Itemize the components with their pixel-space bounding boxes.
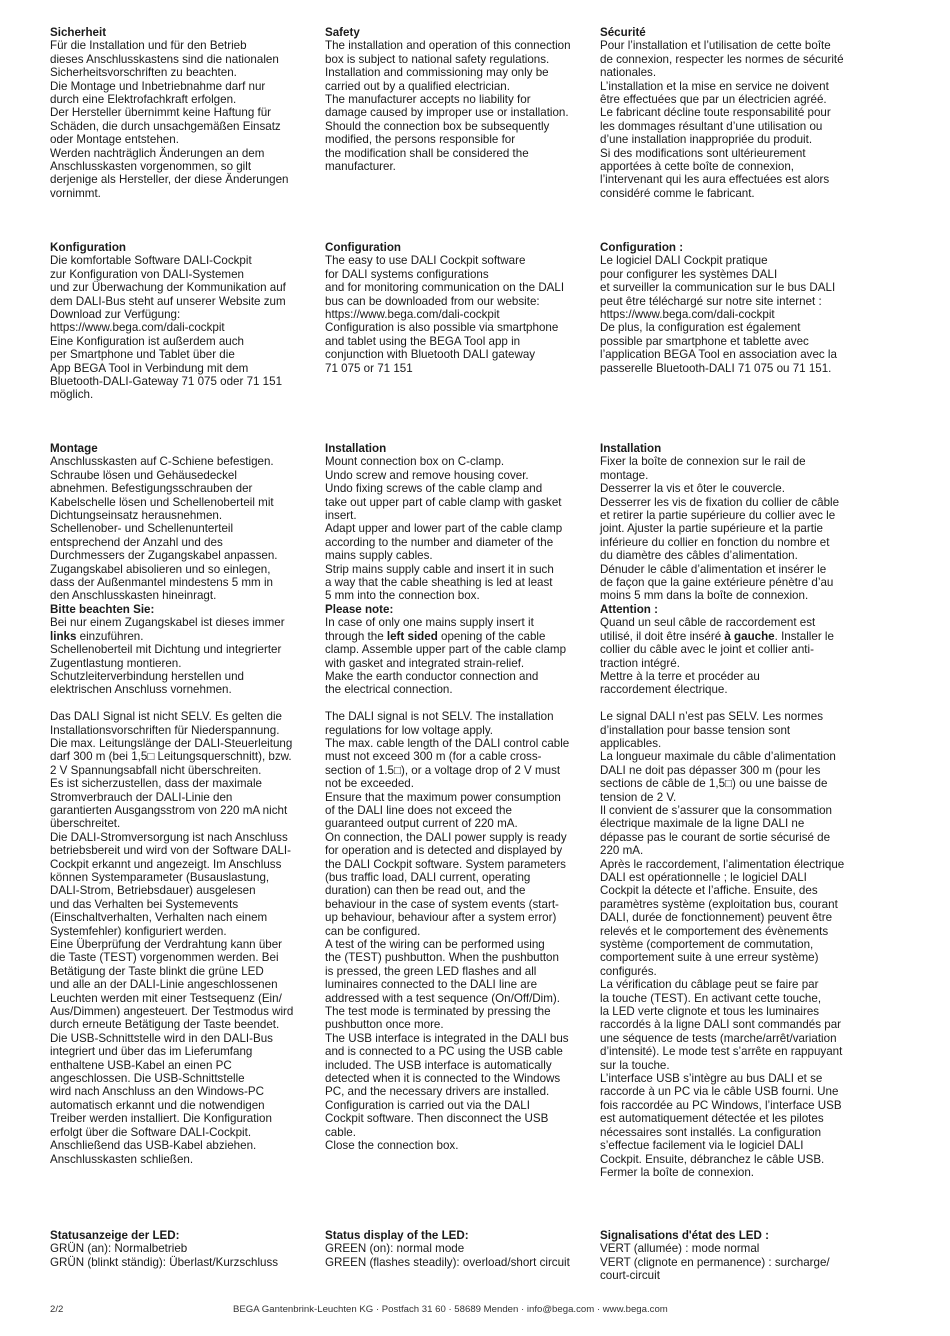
text-line: darf 300 m (bei 1,5□ Leitungsquerschnitt), bzw. xyxy=(50,750,292,764)
text-line: tension de 2 V. xyxy=(600,790,677,804)
safety-section-de xyxy=(50,26,312,200)
section-heading: Sécurité xyxy=(600,26,646,39)
config-section-de xyxy=(50,241,312,402)
text-line: Anschlusskasten vorgenommen, so gilt xyxy=(50,160,252,174)
text-line: VERT (allumée) : mode normal xyxy=(600,1242,760,1256)
text-line: inférieure du collier en fonction du nombre et xyxy=(600,535,830,549)
safety-section-en xyxy=(325,26,587,173)
text-line: L’installation et la mise en service ne doivent xyxy=(600,79,829,93)
emphasis: left sided xyxy=(386,629,438,643)
text-line: Schellenoberteil mit Dichtung und integrierter xyxy=(50,643,282,657)
text-line: dieses Anschlusskastens sind die nationalen xyxy=(50,52,279,66)
text-line: relevés et le comportement des évènements xyxy=(600,924,829,938)
dali-cockpit-url: https://www.bega.com/dali-cockpit xyxy=(600,308,775,322)
text-line: is pressed, the green LED flashes and all xyxy=(325,964,537,978)
safety-text-de xyxy=(50,39,312,200)
text-line: not be exceeded. xyxy=(325,777,414,791)
text-line: take out upper part of cable clamp with gasket xyxy=(325,495,562,509)
emphasis: à gauche xyxy=(724,629,775,643)
text-line: Installation and commissioning may only be xyxy=(325,66,549,80)
text-line: Undo screw and remove housing cover. xyxy=(325,468,529,482)
text-line: In case of only one mains supply insert it xyxy=(325,616,534,630)
dali-cockpit-url: https://www.bega.com/dali-cockpit xyxy=(325,308,500,322)
text-line: Undo fixing screws of the cable clamp and xyxy=(325,482,543,496)
text-line: Close the connection box. xyxy=(325,1139,459,1153)
text-line: Für die Installation und für den Betrieb xyxy=(50,39,247,53)
text-line: raccorde à un PC via le câble USB fourni. Une xyxy=(600,1085,839,1099)
text-line: abnehmen. Befestigungsschrauben der xyxy=(50,482,253,496)
text-line: The installation and operation of this connection xyxy=(325,39,571,53)
text-line: pushbutton once more. xyxy=(325,1018,444,1032)
text-line: of the DALI line does not exceed the xyxy=(325,803,512,817)
text-line: included. The USB interface is automatically xyxy=(325,1058,552,1072)
text-line: 220 mA. xyxy=(600,844,644,858)
text-line: according to the number and diameter of the xyxy=(325,535,554,549)
text-line: d’une installation inappropriée du produit. xyxy=(600,133,813,147)
text-line: box is subject to national safety regulations. xyxy=(325,52,550,66)
text-line: Schutzleiterverbindung herstellen und xyxy=(50,669,244,683)
text-line: configurés. xyxy=(600,964,657,978)
text-line: les dommages résultant d’une utilisation ou xyxy=(600,119,823,133)
text-line: fois raccordée au PC Windows, l’interface USB xyxy=(600,1098,842,1112)
led-section-en xyxy=(325,1229,587,1269)
text-line xyxy=(600,630,862,643)
text-line: den Anschlusskasten hineinragt. xyxy=(50,589,217,603)
text-line: Es ist sicherzustellen, dass der maximale xyxy=(50,777,262,791)
text-line: addressed with a test sequence (On/Off/Dim). xyxy=(325,991,560,1005)
text-line: Betätigung der Taste blinkt die grüne LED xyxy=(50,964,264,978)
text-line: and for monitoring communication on the DALI xyxy=(325,281,565,295)
text-line: durch eine Elektrofachkraft erfolgen. xyxy=(50,93,237,107)
text-line: möglich. xyxy=(50,388,94,402)
text-line: können Systemparameter (Busauslastung, xyxy=(50,870,270,884)
text-line: elektrischen Anschluss vornehmen. xyxy=(50,683,232,697)
text-line: behaviour in the case of system events (start- xyxy=(325,897,559,911)
text-line: sur la touche. xyxy=(600,1058,670,1072)
text-line: Kabelschelle lösen und Schellenoberteil mit xyxy=(50,495,274,509)
text-line: du diamètre des câbles d’alimentation. xyxy=(600,549,798,563)
text-line: The DALI signal is not SELV. The installation xyxy=(325,710,554,724)
text-line: angeschlossen. Die USB-Schnittstelle xyxy=(50,1072,245,1086)
text-line: Aus/Dimmen) angesteuert. Der Testmodus wird xyxy=(50,1005,294,1019)
text-line: Make the earth conductor connection and xyxy=(325,669,539,683)
text-line: Dichtungseinsatz herausnehmen. xyxy=(50,509,223,523)
text-line: The test mode is terminated by pressing the xyxy=(325,1005,551,1019)
text-line: enthaltene USB-Kabel an einen PC xyxy=(50,1058,232,1072)
text-line: the DALI Cockpit software. System parameters xyxy=(325,857,566,871)
text-line: clamp. Assemble upper part of the cable clamp xyxy=(325,643,567,657)
text-line: 2 V Spannungsabfall nicht überschreiten. xyxy=(50,763,262,777)
section-heading: Konfiguration xyxy=(50,241,126,254)
text-line: sections de câble de 1,5□) ou une baisse de xyxy=(600,777,828,791)
text-fragment: einzuführen. xyxy=(76,629,144,643)
text-line: Desserrer la vis et ôter le couvercle. xyxy=(600,482,785,496)
text-line: Treiber werden installiert. Die Konfiguration xyxy=(50,1112,272,1126)
text-line: mains supply cables. xyxy=(325,549,433,563)
text-line: conjunction with Bluetooth DALI gateway xyxy=(325,348,536,362)
text-line: et surveiller la communication sur le bus DALI xyxy=(600,281,836,295)
text-line: GREEN (flashes steadily): overload/short circuit xyxy=(325,1255,570,1269)
text-line: Cockpit software. Then disconnect the USB xyxy=(325,1112,549,1126)
text-line: PC, and the necessary drivers are installed. xyxy=(325,1085,550,1099)
text-fragment: utilisé, il doit être inséré xyxy=(600,629,725,643)
text-line: la touche (TEST). En activant cette touche, xyxy=(600,991,822,1005)
text-line: et retirer la partie supérieure du collier avec le xyxy=(600,509,836,523)
paragraph-gap xyxy=(50,697,312,710)
text-line: per Smartphone und Tablet über die xyxy=(50,348,235,362)
page-number: 2/2 xyxy=(50,1304,64,1315)
text-line: Configuration is carried out via the DALI xyxy=(325,1098,530,1112)
text-line: la LED verte clignote et tous les luminaires xyxy=(600,1005,820,1019)
text-line: damage caused by improper use or installation. xyxy=(325,106,569,120)
text-line: Le fabricant décline toute responsabilité pour xyxy=(600,106,831,120)
text-line: for operation and is detected and displayed by xyxy=(325,844,563,858)
text-line: Installationsvorschriften für Niederspannung. xyxy=(50,723,280,737)
text-line: up behaviour, behaviour after a system error) xyxy=(325,911,557,925)
section-heading: Safety xyxy=(325,26,360,39)
text-line: vornimmt. xyxy=(50,186,101,200)
text-line: must not exceed 300 m (for a cable cross- xyxy=(325,750,542,764)
text-line: moins 5 mm dans la boîte de connexion. xyxy=(600,589,809,603)
text-line: être effectuées que par un électricien agréé. xyxy=(600,93,827,107)
text-line: DALI ne doit pas dépasser 300 m (pour les xyxy=(600,763,821,777)
text-line: Der Hersteller übernimmt keine Haftung für xyxy=(50,106,272,120)
text-line: Anschließend das USB-Kabel abziehen. xyxy=(50,1139,257,1153)
text-line: Après le raccordement, l’alimentation électrique xyxy=(600,857,845,871)
section-heading: Status display of the LED: xyxy=(325,1229,469,1242)
text-line: entsprechend der Anzahl und des xyxy=(50,535,223,549)
text-line: and tablet using the BEGA Tool app in xyxy=(325,334,521,348)
text-line: DALI, durée de fonctionnement) peuvent être xyxy=(600,911,833,925)
installation-section-fr xyxy=(600,442,862,1179)
text-line: GRÜN (blinkt ständig): Überlast/Kurzschluss xyxy=(50,1255,279,1269)
text-line: Configuration is also possible via smartphone xyxy=(325,321,559,335)
text-line: est automatiquement détectée et les pilotes xyxy=(600,1112,824,1126)
text-line: guaranteed output current of 220 mA. xyxy=(325,817,518,831)
text-line: Schäden, die durch unsachgemäßen Einsatz xyxy=(50,119,281,133)
section-heading: Configuration xyxy=(325,241,401,254)
config-section-en xyxy=(325,241,587,375)
text-line: La longueur maximale du câble d’alimentation xyxy=(600,750,836,764)
text-line: garantierten Ausgangsstrom von 220 mA nicht xyxy=(50,803,288,817)
text-line: Should the connection box be subsequently xyxy=(325,119,550,133)
text-line: Download zur Verfügung: xyxy=(50,308,181,322)
text-line: Dénuder le câble d’alimentation et insérer le xyxy=(600,562,827,576)
text-line: detected when it is connected to the Windows xyxy=(325,1072,561,1086)
note-heading: Attention : xyxy=(600,602,658,616)
text-line: Schellenober- und Schellenunterteil xyxy=(50,522,234,536)
text-line: de connexion, respecter les normes de sécurité xyxy=(600,52,844,66)
text-line: Le signal DALI n’est pas SELV. Les normes xyxy=(600,710,823,724)
text-line: luminaires connected to the DALI line are xyxy=(325,978,538,992)
text-line: Quand un seul câble de raccordement est xyxy=(600,616,816,630)
text-line: dépasse pas le courant de sortie sécurisé de xyxy=(600,830,831,844)
text-line: App BEGA Tool in Verbindung mit dem xyxy=(50,361,249,375)
text-line: a way that the cable sheathing is led at least xyxy=(325,576,553,590)
section-heading: Sicherheit xyxy=(50,26,107,39)
section-heading: Configuration : xyxy=(600,241,684,254)
dali-cockpit-url: https://www.bega.com/dali-cockpit xyxy=(50,321,225,335)
text-line: 71 075 or 71 151 xyxy=(325,361,413,375)
text-line: Le logiciel DALI Cockpit pratique xyxy=(600,254,768,268)
text-line: Durchmessers der Zugangskabel anpassen. xyxy=(50,549,278,563)
text-line: insert. xyxy=(325,509,357,523)
text-line: peut être téléchargé sur notre site internet : xyxy=(600,294,822,308)
text-line: GREEN (on): normal mode xyxy=(325,1242,465,1256)
text-line: zur Konfiguration von DALI-Systemen xyxy=(50,267,244,281)
emphasis: links xyxy=(50,629,77,643)
text-line: Cockpit erkannt und angezeigt. Im Anschluss xyxy=(50,857,282,871)
text-line: Strip mains supply cable and insert it in such xyxy=(325,562,554,576)
text-line: Fixer la boîte de connexion sur le rail de xyxy=(600,455,806,469)
text-line: automatisch erkannt und die notwendigen xyxy=(50,1098,265,1112)
text-line: section of 1.5□), or a voltage drop of 2 V must xyxy=(325,763,561,777)
text-line: duration) can then be read out, and the xyxy=(325,884,526,898)
text-line: und das Verhalten bei Systemevents xyxy=(50,897,239,911)
text-line: Il convient de s’assurer que la consommation xyxy=(600,803,832,817)
text-line: d’installation pour basse tension sont xyxy=(600,723,791,737)
text-line: raccordés à la ligne DALI sont commandés par xyxy=(600,1018,842,1032)
text-line: comportement suite à une erreur système) xyxy=(600,951,819,965)
config-section-fr xyxy=(600,241,862,375)
text-line: Fermer la boîte de connexion. xyxy=(600,1165,755,1179)
text-line: modified, the persons responsible for xyxy=(325,133,516,147)
text-line: integriert und über das im Lieferumfang xyxy=(50,1045,253,1059)
text-line: the electrical connection. xyxy=(325,683,453,697)
text-line: Die komfortable Software DALI-Cockpit xyxy=(50,254,252,268)
text-line: oder Montage entstehen. xyxy=(50,133,179,147)
installation-section-de xyxy=(50,442,312,1166)
text-line: apportées à cette boîte de connexion, xyxy=(600,160,795,174)
text-line: collier du câble avec le joint et collier anti- xyxy=(600,643,814,657)
text-line: Systemfehler) konfiguriert werden. xyxy=(50,924,227,938)
text-line: possible par smartphone et tablette avec xyxy=(600,334,809,348)
text-line: applicables. xyxy=(600,736,662,750)
text-line: Mount connection box on C-clamp. xyxy=(325,455,505,469)
text-line: nécessaires sont installés. La configuration xyxy=(600,1125,822,1139)
text-line: s’effectue facilement via le logiciel DALI xyxy=(600,1139,804,1153)
text-line: Die max. Leitungslänge der DALI-Steuerleitung xyxy=(50,736,293,750)
text-line: traction intégré. xyxy=(600,656,680,670)
text-line: La vérification du câblage peut se faire par xyxy=(600,978,819,992)
text-line: paramètres système (exploitation bus, courant xyxy=(600,897,838,911)
text-line: erfolgt über die Software DALI-Cockpit. xyxy=(50,1125,252,1139)
text-line: Zugangskabel abisolieren und so einlegen, xyxy=(50,562,271,576)
text-line: die Taste (TEST) vorgenommen werden. Bei xyxy=(50,951,279,965)
text-line: dem DALI-Bus steht auf unserer Website zum xyxy=(50,294,286,308)
text-line: DALI-Strom, Betriebsdauer) ausgelesen xyxy=(50,884,256,898)
text-line: and is connected to a PC using the USB cable xyxy=(325,1045,563,1059)
text-line: Die Montage und Inbetriebnahme darf nur xyxy=(50,79,266,93)
text-line: regulations for low voltage apply. xyxy=(325,723,493,737)
text-line: can be configured. xyxy=(325,924,421,938)
text-line: derjenige als Hersteller, der diese Änderungen xyxy=(50,173,289,187)
text-line: GRÜN (an): Normalbetrieb xyxy=(50,1242,188,1256)
text-line: pour configurer les systèmes DALI xyxy=(600,267,778,281)
text-line: Anschlusskasten schließen. xyxy=(50,1152,194,1166)
led-section-fr xyxy=(600,1229,862,1283)
text-line: Eine Überprüfung der Verdrahtung kann über xyxy=(50,938,283,952)
note-heading: Bitte beachten Sie: xyxy=(50,602,155,616)
text-line: wird nach Anschluss an den Windows-PC xyxy=(50,1085,264,1099)
text-line: A test of the wiring can be performed using xyxy=(325,938,545,952)
text-line: (bus traffic load, DALI current, operating xyxy=(325,870,531,884)
company-address: BEGA Gantenbrink-Leuchten KG · Postfach 31 60 · 58689 Menden · info@bega.com · www.bega.com xyxy=(233,1304,668,1315)
section-heading: Signalisations d'état des LED : xyxy=(600,1229,769,1242)
text-fragment: through the xyxy=(325,629,387,643)
text-line: Eine Konfiguration ist außerdem auch xyxy=(50,334,244,348)
text-line: court-circuit xyxy=(600,1269,660,1283)
text-line: Die USB-Schnittstelle wird in den DALI-Bus xyxy=(50,1031,273,1045)
text-line: überschreitet. xyxy=(50,817,121,831)
text-line: cable. xyxy=(325,1125,356,1139)
text-line: Schraube lösen und Gehäusedeckel xyxy=(50,468,237,482)
text-line: for DALI systems configurations xyxy=(325,267,489,281)
text-line: passerelle Bluetooth-DALI 71 075 ou 71 151. xyxy=(600,361,832,375)
text-line: Pour l’installation et l’utilisation de cette boîte xyxy=(600,39,831,53)
text-line: montage. xyxy=(600,468,649,482)
section-heading: Installation xyxy=(325,442,387,455)
section-heading: Statusanzeige der LED: xyxy=(50,1229,180,1242)
text-line: VERT (clignote en permanence) : surcharge/ xyxy=(600,1255,830,1269)
text-line: l’intervenant qui les aura effectuées est alors xyxy=(600,173,830,187)
text-line: d’intensité). Le mode test s’arrête en rappuyant xyxy=(600,1045,843,1059)
text-line: Die DALI-Stromversorgung ist nach Anschluss xyxy=(50,830,288,844)
config-text-de xyxy=(50,254,312,401)
text-line: L’interface USB s’intègre au bus DALI et se xyxy=(600,1072,823,1086)
text-line: carried out by a qualified electrician. xyxy=(325,79,510,93)
text-line: durch erneute Betätigung der Taste beendet. xyxy=(50,1018,280,1032)
text-line: On connection, the DALI power supply is ready xyxy=(325,830,567,844)
text-line: nationales. xyxy=(600,66,657,80)
text-fragment: . Installer le xyxy=(774,629,834,643)
text-line: Bluetooth-DALI-Gateway 71 075 oder 71 151 xyxy=(50,375,283,389)
text-line: système (comportement de commutation, xyxy=(600,938,814,952)
text-line: Sicherheitsvorschriften zu beachten. xyxy=(50,66,237,80)
text-line: und alle an der DALI-Linie angeschlossenen xyxy=(50,978,278,992)
led-section-de xyxy=(50,1229,312,1269)
text-line: the (TEST) pushbutton. When the pushbutton xyxy=(325,951,559,965)
text-line: The manufacturer accepts no liability for xyxy=(325,93,531,107)
text-line: Ensure that the maximum power consumption xyxy=(325,790,561,804)
text-line: The easy to use DALI Cockpit software xyxy=(325,254,526,268)
text-line: 5 mm into the connection box. xyxy=(325,589,480,603)
paragraph-gap xyxy=(325,697,587,710)
text-line: Cockpit. Ensuite, débranchez le câble USB. xyxy=(600,1152,825,1166)
note-heading: Please note: xyxy=(325,602,394,616)
text-line: Cockpit la détecte et l’affiche. Ensuite, des xyxy=(600,884,818,898)
text-line: The USB interface is integrated in the DALI bus xyxy=(325,1031,569,1045)
text-line: the modification shall be considered the xyxy=(325,146,529,160)
text-line: dass der Außenmantel mindestens 5 mm in xyxy=(50,576,273,590)
section-heading: Installation xyxy=(600,442,662,455)
text-line: Leuchten werden mit einer Testsequenz (Ein/ xyxy=(50,991,282,1005)
text-line: betriebsbereit und wird von der Software DALI- xyxy=(50,844,292,858)
text-line: l’application BEGA Tool en association avec la xyxy=(600,348,837,362)
text-line: Zugentlastung montieren. xyxy=(50,656,182,670)
paragraph-gap xyxy=(600,697,862,710)
text-line: Mettre à la terre et procéder au xyxy=(600,669,760,683)
text-line: considéré comme le fabricant. xyxy=(600,186,755,200)
text-fragment: opening of the cable xyxy=(437,629,546,643)
text-line: bus can be downloaded from our website: xyxy=(325,294,540,308)
text-line: Adapt upper and lower part of the cable clamp xyxy=(325,522,563,536)
text-line: manufacturer. xyxy=(325,160,396,174)
text-line: Werden nachträglich Änderungen an dem xyxy=(50,146,265,160)
safety-section-fr xyxy=(600,26,862,200)
text-line: raccordement électrique. xyxy=(600,683,728,697)
text-line: (Einschaltverhalten, Verhalten nach einem xyxy=(50,911,268,925)
text-line: Desserrer les vis de fixation du collier de câble xyxy=(600,495,840,509)
text-line xyxy=(325,630,587,643)
text-line: joint. Ajuster la partie supérieure et la partie xyxy=(600,522,823,536)
text-line: The max. cable length of the DALI control cable xyxy=(325,736,570,750)
text-line xyxy=(50,630,312,643)
text-line: Anschlusskasten auf C-Schiene befestigen. xyxy=(50,455,274,469)
text-line: Si des modifications sont ultérieurement xyxy=(600,146,806,160)
text-line: électrique maximale de la ligne DALI ne xyxy=(600,817,805,831)
installation-section-en xyxy=(325,442,587,1153)
text-line: de façon que la gaine extérieure pénètre d’au xyxy=(600,576,834,590)
text-line: De plus, la configuration est également xyxy=(600,321,801,335)
text-line: und zur Überwachung der Kommunikation auf xyxy=(50,281,286,295)
text-line: Das DALI Signal ist nicht SELV. Es gelten die xyxy=(50,710,283,724)
text-line: une séquence de tests (marche/arrêt/variation xyxy=(600,1031,837,1045)
section-heading: Montage xyxy=(50,442,98,455)
text-line: Stromverbrauch der DALI-Linie den xyxy=(50,790,233,804)
text-line: Bei nur einem Zugangskabel ist dieses immer xyxy=(50,616,285,630)
text-line: with gasket and integrated strain-relief. xyxy=(325,656,525,670)
text-line: DALI est opérationnelle ; le logiciel DALI xyxy=(600,870,807,884)
